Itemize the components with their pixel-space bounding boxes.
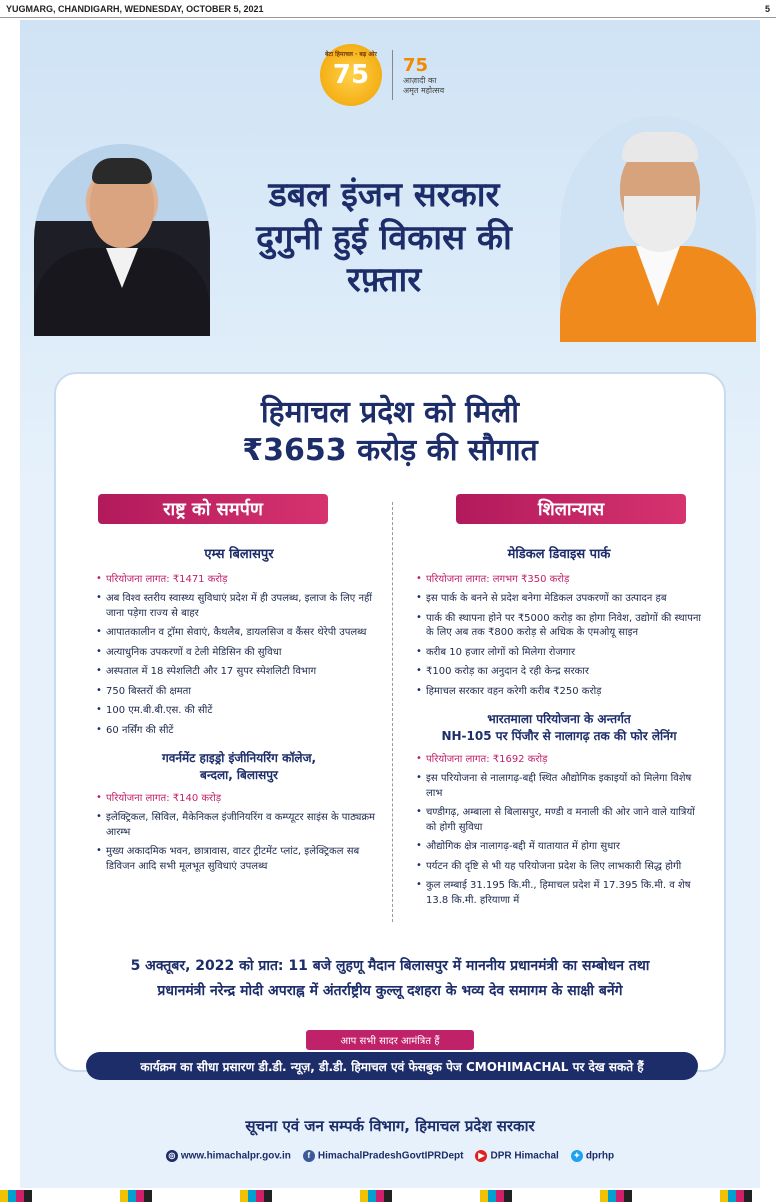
list-item: • इस पार्क के बनने से प्रदेश बनेगा मेडिकल उपकरणों का उत्पादन हब [414, 592, 704, 607]
emblem-number: 75 [332, 60, 370, 90]
list-item: • हिमाचल सरकार वहन करेगी करीब ₹250 करोड़ [414, 685, 704, 700]
ribbon-dedication: राष्ट्र को समर्पण [98, 494, 328, 524]
emblem-caption: बेटा हिमाचल · बढ़ ओर [325, 51, 377, 58]
list-item: • परियोजना लागत: ₹1471 करोड़ [94, 573, 384, 588]
department-credit: सूचना एवं जन सम्पर्क विभाग, हिमाचल प्रदेश सरकार [245, 1117, 535, 1135]
list-item: • इलेक्ट्रिकल, सिविल, मैकेनिकल इंजीनियरिंग व कम्प्यूटर साइंस के पाठ्यक्रम आरम्भ [94, 811, 384, 840]
invitation-badge: आप सभी सादर आमंत्रित हैं [306, 1030, 474, 1050]
youtube-link[interactable] [475, 1150, 558, 1162]
azadi-75-icon: 75 [403, 54, 429, 76]
youtube-icon: ▶ [475, 1150, 487, 1162]
azadi-ka-amrit-mahotsav-logo [403, 55, 444, 96]
twitter-icon: ✦ [571, 1150, 583, 1162]
highway-heading-line1: भारतमाला परियोजना के अन्तर्गत [487, 712, 631, 727]
pm-hair [622, 132, 698, 162]
page-number: 5 [764, 3, 770, 14]
main-headline [216, 174, 552, 302]
youtube-text: DPR Himachal [490, 1150, 559, 1162]
college-list [94, 792, 384, 875]
list-item: • अस्पताल में 18 स्पेशलिटी और 17 सुपर स्पेशलिटी विभाग [94, 665, 384, 680]
print-color-strip [0, 1190, 776, 1202]
azadi-line1: आज़ादी का [403, 76, 437, 86]
event-line1: 5 अक्तूबर, 2022 को प्रात: 11 बजे लुहणू मैदान बिलासपुर में माननीय प्रधानमंत्री का सम्बोधन तथा [130, 958, 650, 974]
college-heading-line2: बन्दला, बिलासपुर [200, 768, 278, 783]
list-item: • औद्योगिक क्षेत्र नालागढ़-बद्दी में यातायात में होगा सुधार [414, 840, 704, 855]
facebook-text: HimachalPradeshGovtIPRDept [317, 1150, 464, 1162]
list-item: • अत्याधुनिक उपकरणों व टेली मेडिसिन की सुविधा [94, 646, 384, 661]
headline-line1: डबल इंजन सरकार [268, 175, 500, 215]
cm-hair [92, 158, 152, 184]
himachal-75-emblem-icon [320, 44, 382, 106]
list-item: • इस परियोजना से नालागढ़-बद्दी स्थित औद्योगिक इकाइयों को मिलेगा विशेष लाभ [414, 772, 704, 801]
card-title-line1: हिमाचल प्रदेश को मिली [260, 395, 520, 430]
event-announcement [80, 954, 700, 1004]
foundation-column [414, 542, 704, 913]
masthead-dateline: YUGMARG, CHANDIGARH, WEDNESDAY, OCTOBER 5, 2021 [6, 3, 264, 14]
college-heading-line1: गवर्नमेंट हाइड्रो इंजीनियरिंग कॉलेज, [161, 751, 317, 766]
list-item: • पार्क की स्थापना होने पर ₹5000 करोड़ का होगा निवेश, उद्योगों की स्थापना के लिए अब तक ₹800 करोड़ से अधिक के एमओयू साइन [414, 612, 704, 641]
list-item: • परियोजना लागत: ₹1692 करोड़ [414, 753, 704, 768]
chief-minister-photo [34, 144, 210, 336]
device-park-list [414, 573, 704, 700]
list-item: • 100 एम.बी.बी.एस. की सीटें [94, 704, 384, 719]
website-link[interactable] [166, 1150, 291, 1162]
list-item: • परियोजना लागत: ₹140 करोड़ [94, 792, 384, 807]
advertisement [20, 20, 760, 1188]
device-park-heading: मेडिकल डिवाइस पार्क [507, 547, 611, 562]
ribbon-foundation: शिलान्यास [456, 494, 686, 524]
list-item: • पर्यटन की दृष्टि से भी यह परियोजना प्रदेश के लिए लाभकारी सिद्ध होगी [414, 860, 704, 875]
list-item: • अब विश्व स्तरीय स्वास्थ्य सुविधाएं प्रदेश में ही उपलब्ध, इलाज के लिए नहीं जाना पड़ेगा राज्य से बाहर [94, 592, 384, 621]
globe-icon: ◎ [166, 1150, 178, 1162]
headline-line2: दुगुनी हुई विकास की रफ़्तार [256, 217, 512, 300]
logo-group [320, 44, 444, 106]
list-item: • करीब 10 हजार लोगों को मिलेगा रोजगार [414, 646, 704, 661]
list-item: • मुख्य अकादमिक भवन, छात्रावास, वाटर ट्रीटमेंट प्लांट, इलेक्ट्रिकल सब डिविजन आदि सभी मूलभूत सुविधाएं उपलब्ध [94, 845, 384, 874]
column-divider [392, 502, 393, 922]
list-item: • आपातकालीन व ट्रॉमा सेवाएं, कैथलैब, डायलसिज व कैंसर थेरेपी उपलब्ध [94, 626, 384, 641]
list-item: • परियोजना लागत: लगभग ₹350 करोड़ [414, 573, 704, 588]
list-item: • 750 बिस्तरों की क्षमता [94, 685, 384, 700]
highway-heading-line2: NH-105 पर पिंजौर से नालागढ़ तक की फोर लेनिंग [441, 729, 677, 744]
highway-list [414, 753, 704, 909]
list-item: • चण्डीगढ़, अम्बाला से बिलासपुर, मण्डी व मनाली की ओर जाने वाले यात्रियों को होगी सुविधा [414, 806, 704, 835]
highway-heading [414, 711, 704, 745]
facebook-link[interactable] [303, 1150, 464, 1162]
list-item: • 60 नर्सिंग की सीटें [94, 724, 384, 739]
card-title [56, 394, 724, 469]
newspaper-masthead [0, 0, 776, 18]
aiims-list [94, 573, 384, 739]
college-heading [94, 750, 384, 784]
event-line2: प्रधानमंत्री नरेन्द्र मोदी अपराह्न में अंतर्राष्ट्रीय कुल्लू दशहरा के भव्य देव समागम के साक्षी बनेंगे [157, 983, 623, 1000]
aiims-heading: एम्स बिलासपुर [204, 547, 274, 562]
logo-divider [392, 50, 393, 100]
broadcast-banner: कार्यक्रम का सीधा प्रसारण डी.डी. न्यूज़, डी.डी. हिमाचल एवं फेसबुक पेज CMOHIMACHAL पर देख सकते हैं [86, 1052, 698, 1080]
website-text: www.himachalpr.gov.in [180, 1150, 291, 1162]
card-title-line2: ₹3653 करोड़ की सौगात [242, 432, 538, 468]
social-links [20, 1150, 760, 1162]
facebook-icon: f [303, 1150, 315, 1162]
pm-beard [624, 196, 696, 252]
azadi-line2: अमृत महोत्सव [403, 85, 445, 95]
twitter-text: dprhp [585, 1150, 615, 1162]
list-item: • ₹100 करोड़ का अनुदान दे रही केन्द्र सरकार [414, 665, 704, 680]
dedication-column [94, 542, 384, 879]
twitter-link[interactable] [571, 1150, 614, 1162]
list-item: • कुल लम्बाई 31.195 कि.मी., हिमाचल प्रदेश में 17.395 कि.मी. व शेष 13.8 कि.मी. हरियाणा में [414, 879, 704, 908]
prime-minister-photo [560, 116, 756, 342]
